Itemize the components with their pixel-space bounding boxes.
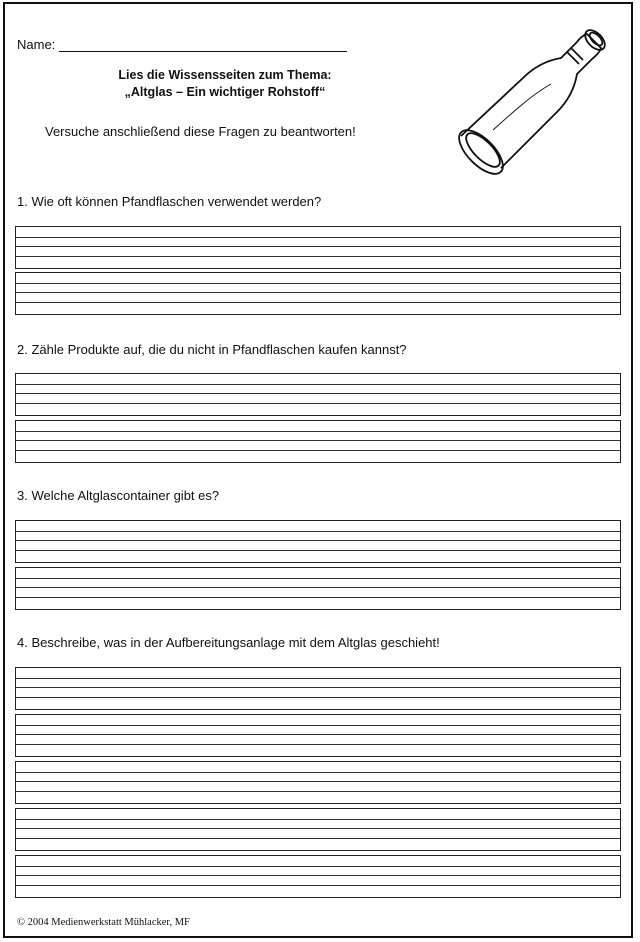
instruction-text: Versuche anschließend diese Fragen zu beantworten! [45, 124, 356, 139]
answer-lines[interactable] [15, 520, 621, 563]
copyright-footer: © 2004 Medienwerkstatt Mühlacker, MF [17, 917, 190, 928]
answer-lines[interactable] [15, 567, 621, 610]
answer-lines[interactable] [15, 272, 621, 315]
title-line-2: „Altglas – Ein wichtiger Rohstoff“ [124, 85, 326, 99]
bottle-icon [453, 18, 623, 183]
question-4: 4. Beschreibe, was in der Aufbereitungsanlage mit dem Altglas geschieht! [17, 635, 440, 650]
answer-lines[interactable] [15, 420, 621, 463]
title-line-1: Lies die Wissensseiten zum Thema: [118, 68, 332, 82]
answer-lines[interactable] [15, 667, 621, 710]
question-1: 1. Wie oft können Pfandflaschen verwendet werden? [17, 194, 322, 209]
name-field[interactable] [59, 37, 347, 52]
answer-lines[interactable] [15, 226, 621, 269]
name-label: Name: [17, 37, 56, 52]
worksheet-page [3, 2, 633, 938]
name-row [17, 37, 347, 52]
question-3: 3. Welche Altglascontainer gibt es? [17, 488, 220, 503]
answer-lines[interactable] [15, 855, 621, 898]
answer-lines[interactable] [15, 761, 621, 804]
answer-lines[interactable] [15, 373, 621, 416]
answer-lines[interactable] [15, 808, 621, 851]
answer-lines[interactable] [15, 714, 621, 757]
question-2: 2. Zähle Produkte auf, die du nicht in Pfandflaschen kaufen kannst? [17, 342, 407, 357]
